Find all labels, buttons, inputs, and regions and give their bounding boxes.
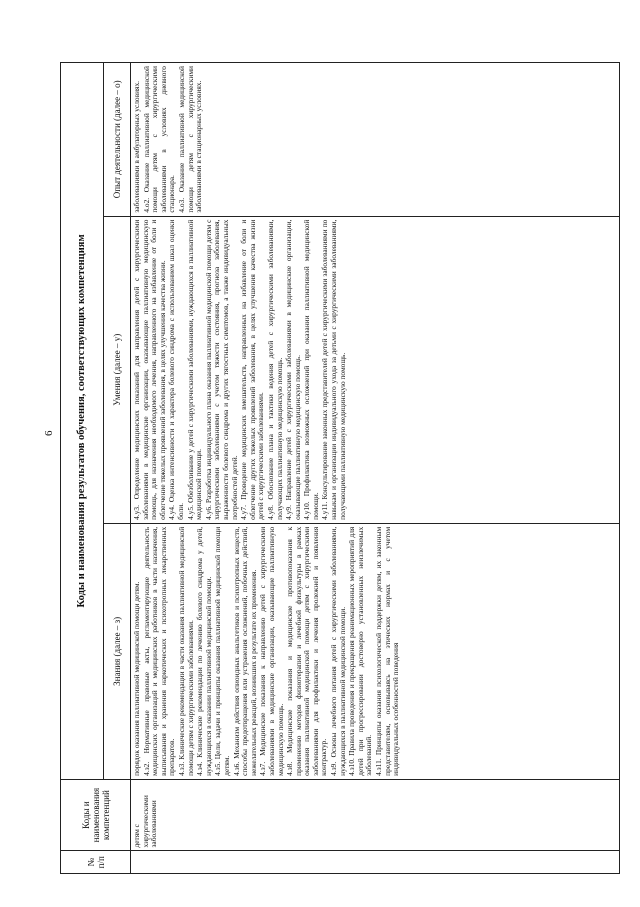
experience-item: 4.о2. Оказание паллиативной медицинской помощи детям с хирургическими заболеваниями в условиях дневного стационара. <box>141 66 177 213</box>
skill-item: 4.у5. Обезболивание у детей с хирургическими заболеваниями, нуждающихся в паллиативной медицинской помощи. <box>185 219 204 520</box>
knowledge-item: 4.з10. Правила проведения и прекращения реанимационных мероприятий для детей при прогрессировании достоверно установленных неизлечимых заболеваний. <box>347 526 374 776</box>
table-row <box>131 63 620 874</box>
knowledge-item: 4.з5. Цели, задачи и принципы оказания паллиативной медицинской помощи детям. <box>213 526 231 776</box>
experience-item: заболеваниями в амбулаторных условиях. <box>132 81 141 213</box>
skill-item: 4.у9. Направление детей с хирургическими заболеваниями в медицинские организации, оказывающие паллиативную медицинскую помощь. <box>284 219 302 520</box>
skill-item: 4.у4. Оценка интенсивности и характера болевого синдрома с использованием шкал оценки боли. <box>167 219 185 520</box>
header-number: № п/п <box>61 851 131 874</box>
header-group-title: Коды и наименования результатов обучения, соответствующих компетенциям <box>61 63 104 780</box>
skill-item: 4.у7. Проведение медицинских вмешательств, направленных на избавление от боли и облегчение других тяжелых проявлений заболевания, в целях улучшения качества жизни детей с хирургическими заболеваниями. <box>239 219 266 520</box>
competency-table <box>60 62 620 874</box>
header-skills: Умения (далее – у) <box>104 216 131 523</box>
cell-number <box>131 851 620 874</box>
cell-knowledge <box>131 523 620 779</box>
skill-item: 4.у10. Профилактика возможных осложнений при оказании паллиативной медицинской помощи. <box>302 219 320 520</box>
cell-code: детям с хирургическими заболеваниями <box>131 779 620 851</box>
header-code: Коды и наименования компетенций <box>61 779 131 851</box>
cell-skills <box>131 216 620 523</box>
knowledge-item: 4.з9. Основы лечебного питания детей с хирургическими заболеваниями, нуждающихся в паллиативной медицинской помощи. <box>329 526 347 776</box>
rotated-table-container <box>60 62 620 874</box>
knowledge-item: порядок оказания паллиативной медицинской помощи детям. <box>132 581 141 776</box>
knowledge-item: 4.з4. Клинические рекомендации по лечению болевого синдрома у детей, нуждающихся в оказании паллиативной медицинской помощи. <box>195 526 213 776</box>
experience-item: 4.о3. Оказание паллиативной медицинской помощи детям с хирургическими заболеваниями в стационарных условиях. <box>176 66 204 213</box>
skill-item: 4.у3. Определение медицинских показаний для направления детей с хирургическими заболеваниями в медицинские организации, оказывающие паллиативную медицинскую помощь, для назначения необходимого лечения, направленного на избавление от боли и облегчение тяжелых проявлений заболевания, в целях улучшения качества жизни. <box>132 219 167 520</box>
knowledge-item: 4.з2. Нормативные правовые акты, регламентирующие деятельность медицинских организаций и медицинских работников в части назначения, выписывания и хранения наркотических и психотропных лекарственных препаратов. <box>141 526 177 776</box>
knowledge-item: 4.з3. Клинические рекомендации в части оказания паллиативной медицинской помощи детям с хирургическими заболеваниями. <box>176 526 195 776</box>
header-knowledge: Знания (далее – з) <box>104 523 131 779</box>
skill-item: 4.у6. Разработка индивидуального плана оказания паллиативной медицинской помощи детям с хирургическими заболеваниями с учетом тяжести состояния, прогноза заболевания, выраженности болевого синдрома и других тягостных симптомов, а также индивидуальных потребностей детей. <box>203 219 239 520</box>
knowledge-item: 4.з7. Медицинские показания к направлению детей с хирургическими заболеваниями в медицинские организации, оказывающие паллиативную медицинскую помощь. <box>258 526 285 776</box>
skill-item: 4.у8. Обоснование плана и тактики ведения детей с хирургическими заболеваниями, получающих паллиативную медицинскую помощь. <box>265 219 284 520</box>
cell-experience <box>131 63 620 217</box>
knowledge-item: 4.з6. Механизм действия опиоидных анальгетиков и психотропных веществ, способы предотвращения или устранения осложнений, побочных действий, нежелательных реакций, возникших в результате их применения. <box>231 526 258 776</box>
knowledge-item: 4.з8. Медицинские показания и медицинские противопоказания к применению методов физиотерапии и лечебной физкультуры в рамках оказания паллиативной медицинской помощи детям с хирургическими заболеваниями для профилактики и лечения пролежней и появления контрактур. <box>285 526 329 776</box>
page-number: 6 <box>43 430 55 436</box>
header-experience: Опыт деятельности (далее – о) <box>104 63 131 217</box>
skill-item: 4.у11. Консультирование законных представителей детей с хирургическими заболеваниями по навыкам и организации индивидуального ухода за детьми с хирургическими заболеваниями, получающими паллиативную медицинскую помощь. <box>320 219 347 520</box>
knowledge-item: 4.з11. Принципы оказания психологической поддержки детям, их законным представителям, основываясь на этических нормах и с учетом индивидуальных особенностей поведения <box>374 526 401 776</box>
